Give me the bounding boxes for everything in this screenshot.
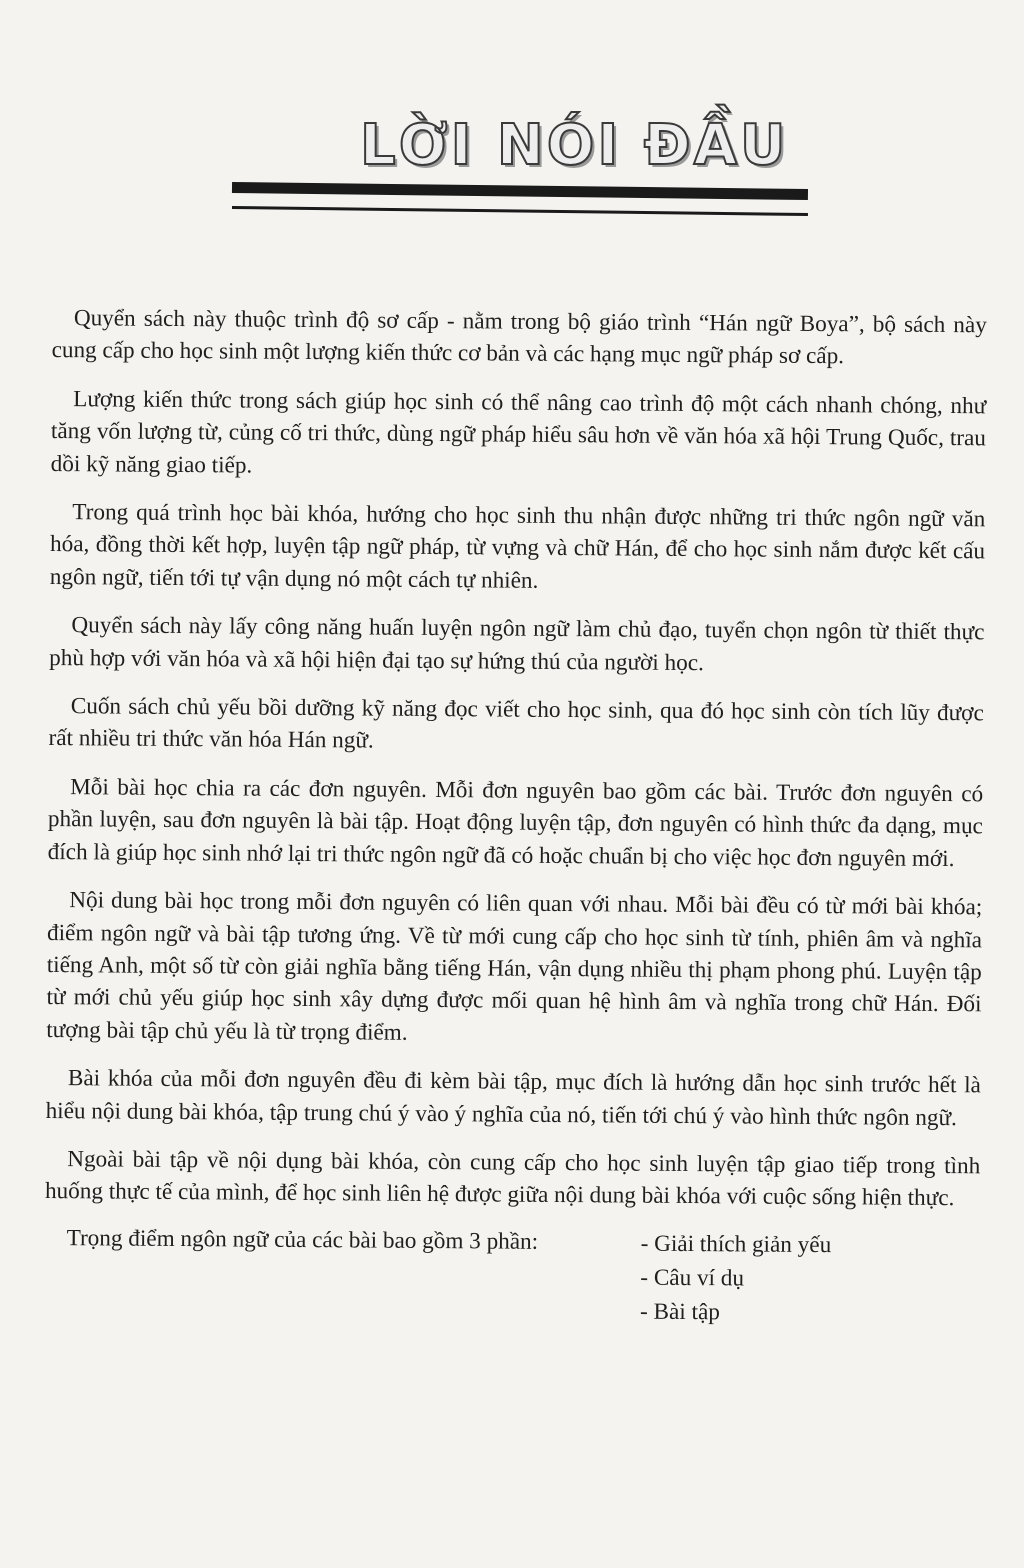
- language-focus-summary: [66, 1222, 980, 1331]
- paragraph: Ngoài bài tập về nội dụng bài khóa, còn cung cấp cho học sinh luyện tập giao tiếp trong tình huống thực tế của mình, để học sinh liên hệ được giữa nội dung bài khóa với cuộc sống hiện thực.: [44, 1146, 981, 1212]
- paragraph: Quyển sách này lấy công năng huấn luyện ngôn ngữ làm chủ đạo, tuyển chọn ngôn từ thiết thực phù hợp với văn hóa và xã hội hiện đại tạo sự hứng thú của người học.: [49, 612, 985, 676]
- title-underline-thick: [232, 182, 808, 200]
- paragraph: Mỗi bài học chia ra các đơn nguyên. Mỗi đơn nguyên bao gồm các bài. Trước đơn nguyên có phần luyện, sau đơn nguyên là bài tập. Hoạt động luyện tập, đơn nguyên có hình thức đa dạng, mục đích là giúp học sinh nhớ lại tri thức ngôn ngữ đã có hoặc chuẩn bị cho việc học đơn nguyên mới.: [47, 774, 984, 872]
- paragraph: Quyển sách này thuộc trình độ sơ cấp - nằm trong bộ giáo trình “Hán ngữ Boya”, bộ sách này cung cấp cho học sinh một lượng kiến thức cơ bản và các hạng mục ngữ pháp sơ cấp.: [51, 305, 987, 370]
- page-title: LỜI NÓI ĐẦU: [360, 113, 789, 178]
- paragraph: Trong quá trình học bài khóa, hướng cho học sinh thu nhận được những tri thức ngôn ngữ văn hóa, đồng thời kết hợp, luyện tập ngữ pháp, từ vựng và chữ Hán, để cho học sinh nắm được kết cấu ngôn ngữ, tiến tới tự vận dụng nó một cách tự nhiên.: [49, 499, 986, 594]
- summary-list: [640, 1226, 831, 1329]
- summary-item: - Bài tập: [639, 1298, 721, 1326]
- title-underline-thin: [232, 206, 808, 216]
- summary-label: Trọng điểm ngôn ngữ của các bài bao gồm 3 phần:: [66, 1224, 539, 1255]
- paragraph: Bài khóa của mỗi đơn nguyên đều đi kèm bài tập, mục đích là hướng dẫn học sinh trước hết là hiểu nội dung bài khóa, tập trung chú ý vào ý nghĩa của nó, tiến tới chú ý vào hình thức ngôn ngữ.: [45, 1065, 981, 1131]
- paragraph: Lượng kiến thức trong sách giúp học sinh có thể nâng cao trình độ một cách nhanh chóng, như tăng vốn lượng từ, củng cố tri thức, dùng ngữ pháp hiểu sâu hơn về văn hóa xã hội Trung Quốc, trau dồi kỹ năng giao tiếp.: [50, 385, 987, 479]
- body-text: [44, 302, 987, 1331]
- summary-item: - Giải thích giản yếu: [640, 1230, 832, 1258]
- summary-item: - Câu ví dụ: [640, 1264, 745, 1292]
- paragraph: Cuốn sách chủ yếu bồi dưỡng kỹ năng đọc viết cho học sinh, qua đó học sinh còn tích lũy được rất nhiều tri thức văn hóa Hán ngữ.: [48, 693, 984, 755]
- paragraph: Nội dung bài học trong mỗi đơn nguyên có liên quan với nhau. Mỗi bài đều có từ mới bài khóa; điểm ngôn ngữ và bài tập tương ứng. Về từ mới cung cấp cho học sinh từ tính, phiên âm và nghĩa tiếng Anh, một số từ còn giải nghĩa bằng tiếng Hán, vận dụng nhiều thị phạm phong phú. Luyện tập từ mới chủ yếu giúp học sinh xây dựng được mối quan hệ hình âm và nghĩa trong chữ Hán. Đối tượng bài tập chủ yếu là từ trọng điểm.: [46, 887, 983, 1046]
